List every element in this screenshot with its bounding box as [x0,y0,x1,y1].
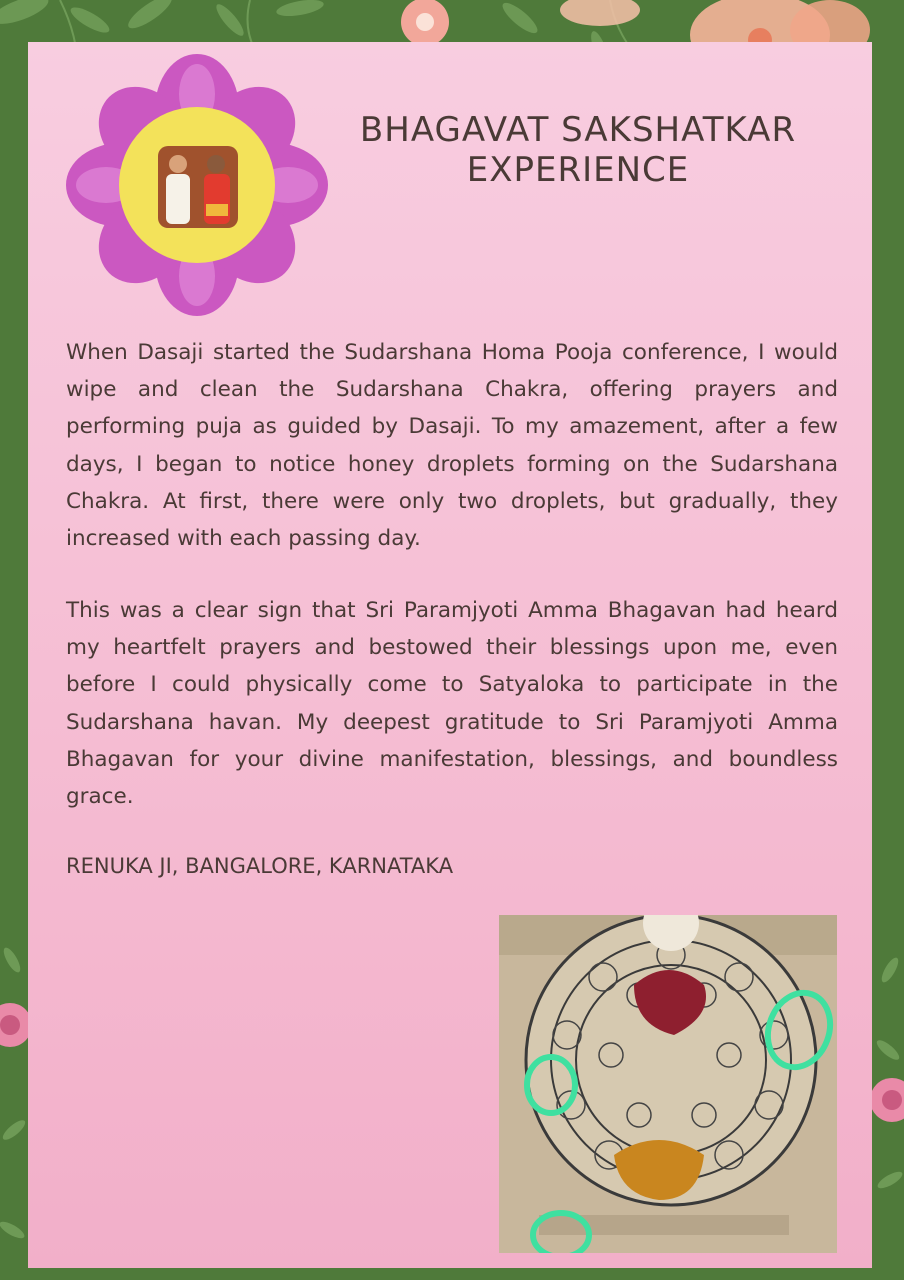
gurus-portrait-icon [158,146,238,228]
flower-emblem-icon [66,54,328,316]
sudarshana-chakra-photo [499,915,837,1253]
page-title: BHAGAVAT SAKSHATKAR EXPERIENCE [359,110,797,191]
content-card [28,42,872,1268]
author-attribution: RENUKA JI, BANGALORE, KARNATAKA [66,854,454,878]
experience-paragraph-1: When Dasaji started the Sudarshana Homa Pooja conference, I would wipe and clean the Sudarshana Chakra, offering prayers and performing puja as guided by Dasaji. To my amazement, after a few days, I began to notice honey droplets forming on the Sudarshana Chakra. At first, there were only two droplets, but gradually, they increased with each passing day. [66,340,838,552]
experience-paragraph-2: This was a clear sign that Sri Paramjyoti Amma Bhagavan had heard my heartfelt prayers and bestowed their blessings upon me, even before I could physically come to Satyaloka to participate in the Sudarshana havan. My deepest gratitude to Sri Paramjyoti Amma Bhagavan for your divine manifestation, blessings, and boundless grace. [66,598,838,810]
left-rose-decoration [0,930,30,1270]
right-rose-decoration [872,930,904,1270]
